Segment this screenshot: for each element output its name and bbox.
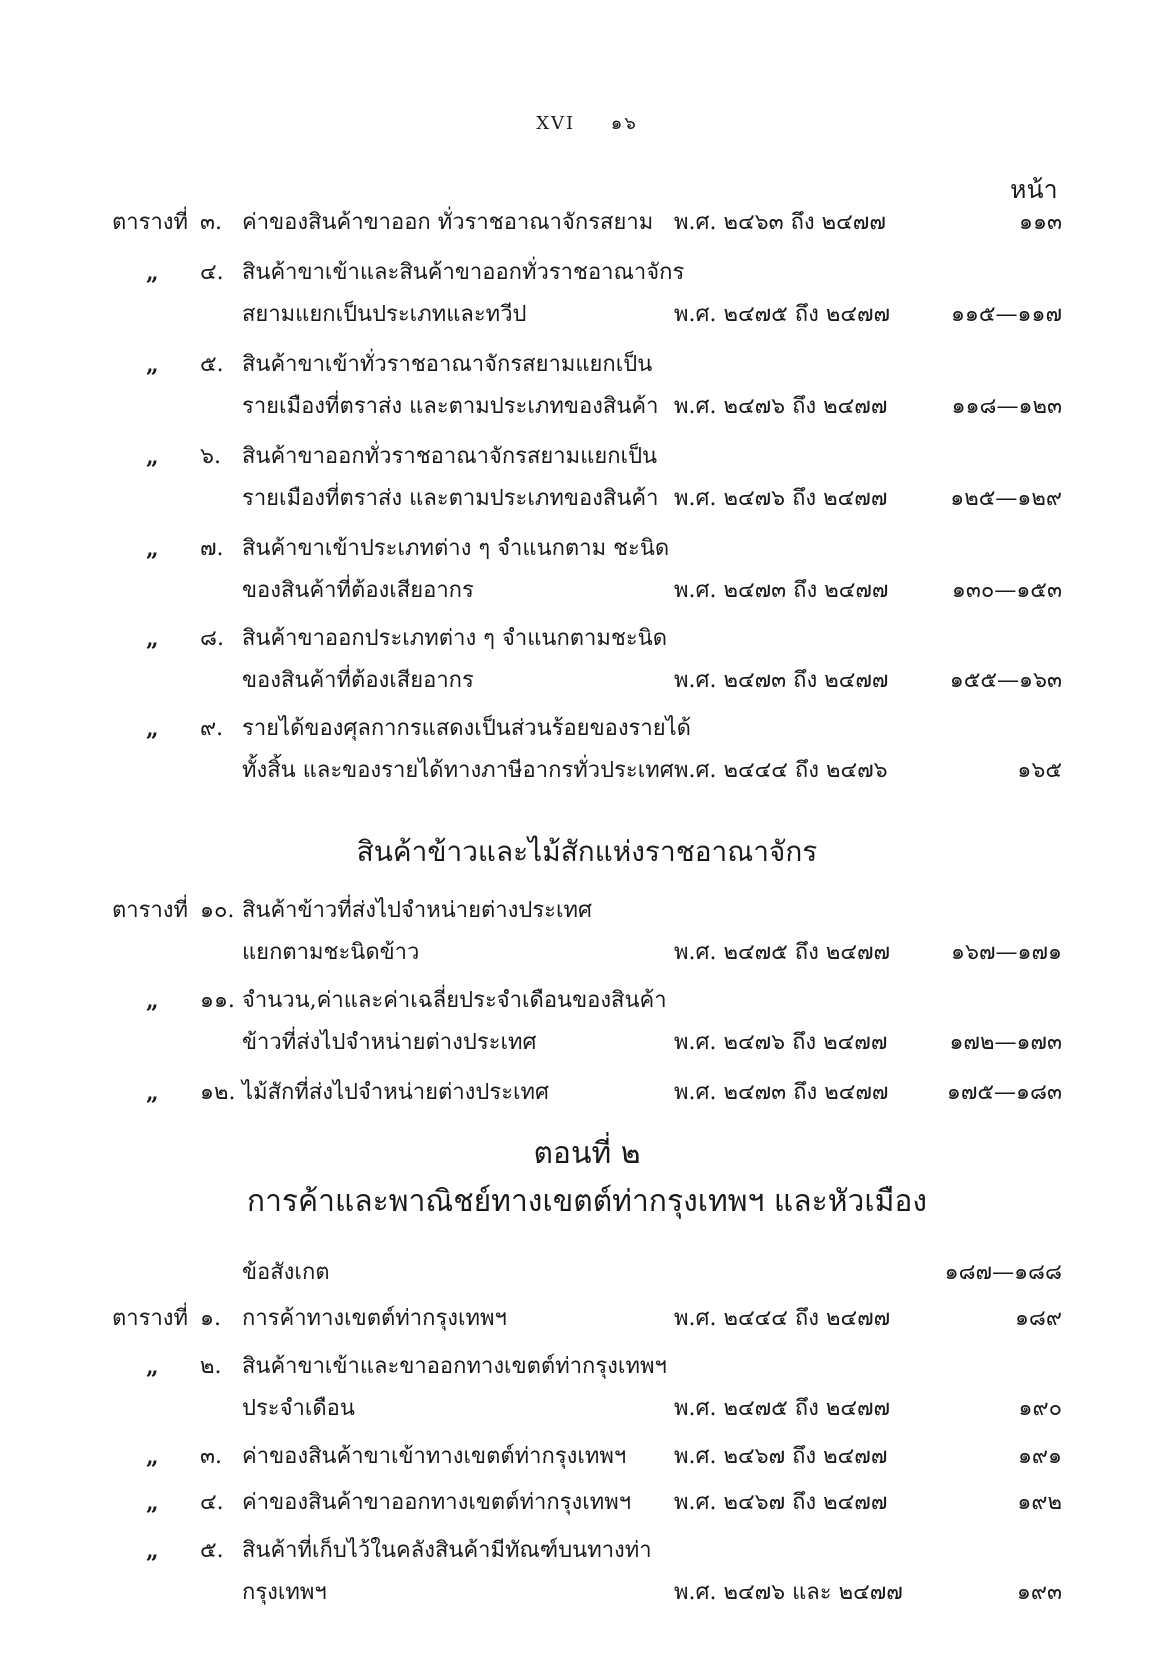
part2-heading: ตอนที่ ๒ — [533, 1136, 641, 1171]
period: พ.ศ. ๒๔๖๓ ถึง ๒๔๗๗ — [674, 210, 886, 235]
toc-entry-continuation — [0, 748, 1174, 794]
page-range: ๑๑๘—๑๒๓ — [951, 394, 1062, 419]
table-title: สินค้าข้าวที่ส่งไปจำหน่ายต่างประเทศ — [242, 898, 592, 923]
table-title: สินค้าขาเข้าและขาออกทางเขตต์ท่ากรุงเทพฯ — [242, 1354, 667, 1379]
toc-entry — [0, 1296, 1174, 1342]
period: พ.ศ. ๒๔๗๖ ถึง ๒๔๗๗ — [674, 394, 888, 419]
page-range: ๑๖๕ — [1017, 758, 1062, 783]
table-title: สินค้าขาเข้าและสินค้าขาออกทั่วราชอาณาจักร — [242, 260, 685, 285]
toc-entry — [0, 1344, 1174, 1390]
toc-entry-continuation — [0, 292, 1174, 338]
page-range: ๑๑๕—๑๑๗ — [950, 302, 1062, 327]
table-label: ตารางที่ — [112, 210, 189, 235]
rice-teak-heading: สินค้าข้าวและไม้สักแห่งราชอาณาจักร — [356, 835, 818, 868]
table-title: ไม้สักที่ส่งไปจำหน่ายต่างประเทศ — [242, 1080, 550, 1105]
page-range: ๑๘๙ — [1014, 1306, 1062, 1331]
page-column-heading: หน้า — [1010, 175, 1058, 204]
table-number: ๑. — [200, 1306, 221, 1331]
table-title-continuation: สยามแยกเป็นประเภทและทวีป — [242, 302, 527, 327]
page-number-roman: XVI — [536, 113, 576, 134]
table-number: ๙. — [200, 716, 224, 741]
ditto-mark: „ — [146, 626, 159, 652]
table-number: ๔. — [200, 1490, 224, 1515]
period: พ.ศ. ๒๔๗๖ และ ๒๔๗๗ — [674, 1580, 903, 1605]
table-title-continuation: กรุงเทพฯ — [242, 1580, 327, 1605]
table-number: ๖. — [200, 444, 221, 469]
table-title-continuation: ของสินค้าที่ต้องเสียอากร — [242, 668, 474, 693]
page-range: ๑๗๕—๑๘๓ — [946, 1080, 1062, 1105]
period: พ.ศ. ๒๔๖๗ ถึง ๒๔๗๗ — [674, 1490, 888, 1515]
page-range: ๑๒๕—๑๒๙ — [950, 486, 1062, 511]
toc-entry — [0, 1250, 1174, 1296]
page-range: ๑๓๐—๑๕๓ — [951, 578, 1062, 603]
ditto-mark: „ — [146, 1490, 159, 1516]
table-number: ๔. — [200, 260, 224, 285]
table-title: สินค้าขาเข้าทั่วราชอาณาจักรสยามแยกเป็น — [242, 352, 653, 377]
table-title: ค่าของสินค้าขาออก ทั่วราชอาณาจักรสยาม — [242, 210, 654, 235]
ditto-mark: „ — [146, 536, 159, 562]
period: พ.ศ. ๒๔๗๕ ถึง ๒๔๗๗ — [674, 1396, 891, 1421]
table-title: สินค้าที่เก็บไว้ในคลังสินค้ามีทัณฑ์บนทางท่า — [242, 1538, 652, 1563]
toc-entry — [0, 434, 1174, 480]
toc-entry — [0, 1480, 1174, 1526]
toc-entry — [0, 200, 1174, 246]
table-number: ๑๒. — [200, 1080, 236, 1105]
toc-entry-continuation — [0, 1020, 1174, 1066]
table-number: ๓. — [200, 210, 223, 235]
toc-entry — [0, 888, 1174, 934]
table-title-continuation: รายเมืองที่ตราส่ง และตามประเภทของสินค้า — [242, 486, 659, 511]
period: พ.ศ. ๒๔๗๖ ถึง ๒๔๗๗ — [674, 1030, 888, 1055]
table-number: ๕. — [200, 352, 224, 377]
table-title-continuation: ทั้งสิ้น และของรายได้ทางภาษีอากรทั่วประเทศ — [242, 758, 674, 783]
table-title-continuation: ข้าวที่ส่งไปจำหน่ายต่างประเทศ — [242, 1030, 537, 1055]
toc-entry-continuation — [0, 568, 1174, 614]
table-title-continuation: ประจำเดือน — [242, 1396, 355, 1421]
period: พ.ศ. ๒๔๗๓ ถึง ๒๔๗๗ — [674, 1080, 889, 1105]
page-range: ๑๖๗—๑๗๑ — [951, 940, 1062, 965]
toc-entry-continuation — [0, 658, 1174, 704]
page-range: ๑๙๓ — [1016, 1580, 1062, 1605]
page-range: ๑๘๗—๑๘๘ — [944, 1260, 1062, 1285]
toc-entry — [0, 1070, 1174, 1116]
table-number: ๑๑. — [200, 988, 235, 1013]
toc-entry — [0, 616, 1174, 662]
toc-entry — [0, 250, 1174, 296]
period: พ.ศ. ๒๔๗๓ ถึง ๒๔๗๗ — [674, 578, 889, 603]
table-title: ค่าของสินค้าขาออกทางเขตต์ท่ากรุงเทพฯ — [242, 1490, 632, 1515]
table-title: รายได้ของศุลกากรแสดงเป็นส่วนร้อยของรายได้ — [242, 716, 691, 741]
table-title: การค้าทางเขตต์ท่ากรุงเทพฯ — [242, 1306, 507, 1331]
table-title-continuation: รายเมืองที่ตราส่ง และตามประเภทของสินค้า — [242, 394, 659, 419]
page-number — [0, 108, 1174, 137]
ditto-mark: „ — [146, 444, 159, 470]
table-title: ข้อสังเกต — [242, 1260, 330, 1285]
ditto-mark: „ — [146, 260, 159, 286]
table-title: สินค้าขาออกทั่วราชอาณาจักรสยามแยกเป็น — [242, 444, 658, 469]
table-number: ๑๐. — [200, 898, 235, 923]
toc-entry-continuation — [0, 476, 1174, 522]
ditto-mark: „ — [146, 988, 159, 1014]
toc-entry-continuation — [0, 930, 1174, 976]
page-range: ๑๕๕—๑๖๓ — [949, 668, 1062, 693]
table-number: ๘. — [200, 626, 224, 651]
toc-entry — [0, 1528, 1174, 1574]
page-number-thai: ๑๖ — [610, 113, 638, 134]
page-range: ๑๙๒ — [1017, 1490, 1062, 1515]
period: พ.ศ. ๒๔๗๖ ถึง ๒๔๗๗ — [674, 486, 888, 511]
part2-subheading: การค้าและพาณิชย์ทางเขตต์ท่ากรุงเทพฯ และหัวเมือง — [246, 1184, 928, 1219]
ditto-mark: „ — [146, 1538, 159, 1564]
toc-entry — [0, 526, 1174, 572]
period: พ.ศ. ๒๔๔๔ ถึง ๒๔๗๗ — [674, 1306, 891, 1331]
period: พ.ศ. ๒๔๖๗ ถึง ๒๔๗๗ — [674, 1444, 888, 1469]
toc-entry-continuation — [0, 1386, 1174, 1432]
toc-entry — [0, 1434, 1174, 1480]
ditto-mark: „ — [146, 716, 159, 742]
table-label: ตารางที่ — [112, 898, 189, 923]
period: พ.ศ. ๒๔๗๓ ถึง ๒๔๗๗ — [674, 668, 889, 693]
table-title: ค่าของสินค้าขาเข้าทางเขตต์ท่ากรุงเทพฯ — [242, 1444, 627, 1469]
period: พ.ศ. ๒๔๗๕ ถึง ๒๔๗๗ — [674, 302, 891, 327]
toc-entry — [0, 978, 1174, 1024]
table-title-continuation: ของสินค้าที่ต้องเสียอากร — [242, 578, 474, 603]
table-number: ๓. — [200, 1444, 223, 1469]
toc-entry — [0, 342, 1174, 388]
toc-entry — [0, 706, 1174, 752]
table-title: จำนวน,ค่าและค่าเฉลี่ยประจำเดือนของสินค้า — [242, 988, 667, 1013]
ditto-mark: „ — [146, 1444, 159, 1470]
ditto-mark: „ — [146, 352, 159, 378]
table-label: ตารางที่ — [112, 1306, 189, 1331]
page-range: ๑๗๒—๑๗๓ — [949, 1030, 1062, 1055]
ditto-mark: „ — [146, 1354, 159, 1380]
ditto-mark: „ — [146, 1080, 159, 1106]
table-title-continuation: แยกตามชะนิดข้าว — [242, 940, 420, 965]
toc-entry-continuation — [0, 1570, 1174, 1616]
table-title: สินค้าขาเข้าประเภทต่าง ๆ จำแนกตาม ชะนิด — [242, 536, 670, 561]
table-number: ๗. — [200, 536, 224, 561]
page-range: ๑๙๐ — [1018, 1396, 1062, 1421]
toc-entry-continuation — [0, 384, 1174, 430]
table-title: สินค้าขาออกประเภทต่าง ๆ จำแนกตามชะนิด — [242, 626, 667, 651]
table-number: ๒. — [200, 1354, 222, 1379]
period: พ.ศ. ๒๔๗๕ ถึง ๒๔๗๗ — [674, 940, 891, 965]
page-range: ๑๑๓ — [1019, 210, 1062, 235]
page-range: ๑๙๑ — [1017, 1444, 1062, 1469]
period: พ.ศ. ๒๔๔๔ ถึง ๒๔๗๖ — [674, 758, 888, 783]
table-number: ๕. — [200, 1538, 224, 1563]
